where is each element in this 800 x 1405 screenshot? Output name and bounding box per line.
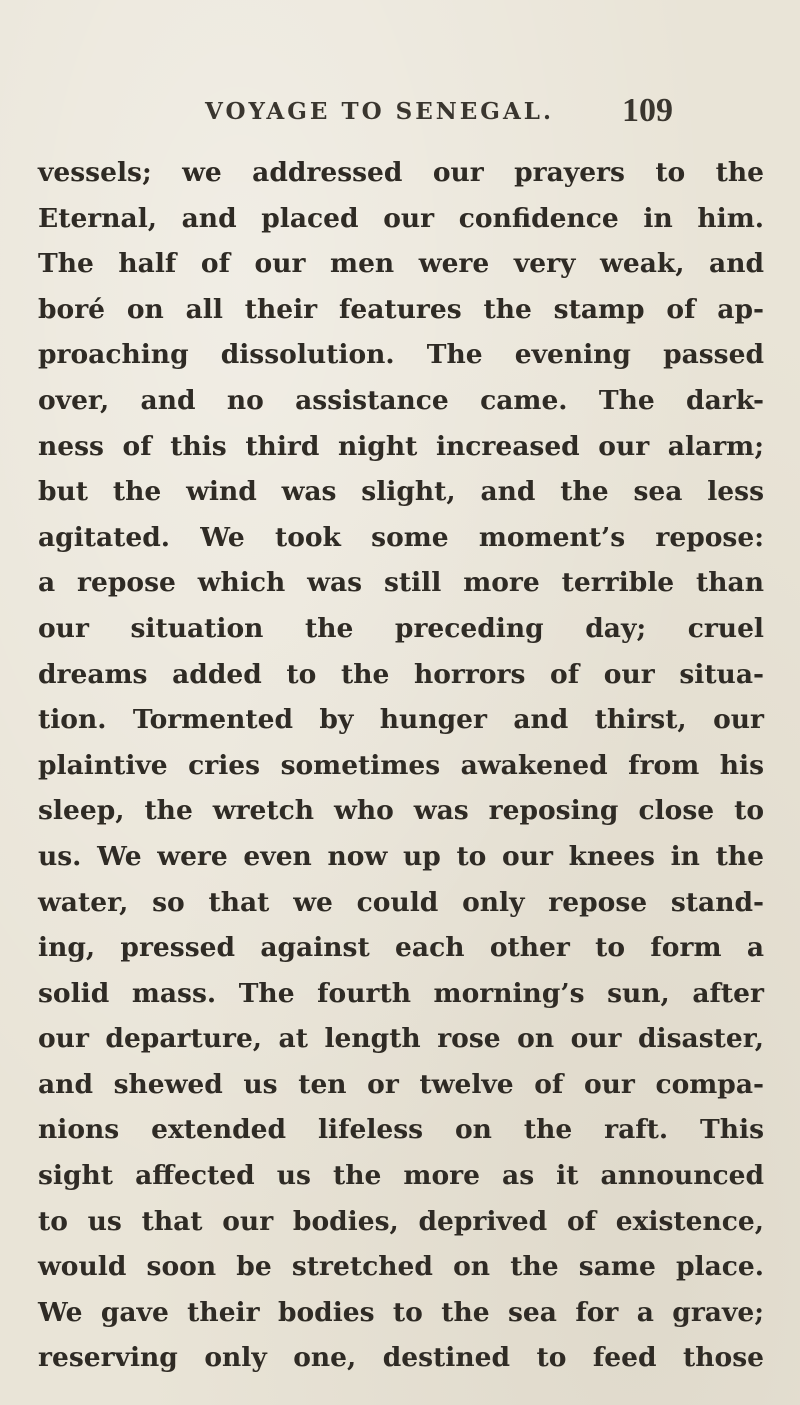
- body-text: [38, 150, 764, 1381]
- text-line: over, and no assistance came. The dark-: [38, 384, 764, 416]
- text-line: Eternal, and placed our confidence in him.: [38, 202, 764, 234]
- text-line: a repose which was still more terrible than: [38, 567, 764, 599]
- text-line: to us that our bodies, deprived of existence,: [38, 1205, 764, 1237]
- text-line: us. We were even now up to our knees in the: [38, 840, 764, 872]
- text-line: agitated. We took some moment’s repose:: [38, 521, 764, 553]
- text-line: solid mass. The fourth morning’s sun, after: [38, 977, 764, 1009]
- text-line: ness of this third night increased our alarm;: [38, 430, 764, 462]
- text-line: plaintive cries sometimes awakened from his: [38, 749, 764, 781]
- text-line: reserving only one, destined to feed those: [38, 1342, 764, 1374]
- running-head: [0, 92, 800, 136]
- text-line: would soon be stretched on the same place.: [38, 1251, 764, 1283]
- text-line: sleep, the wretch who was reposing close to: [38, 795, 764, 827]
- text-line: tion. Tormented by hunger and thirst, our: [38, 704, 764, 736]
- text-line: and shewed us ten or twelve of our compa-: [38, 1068, 764, 1100]
- text-line: water, so that we could only repose stand-: [38, 886, 764, 918]
- text-line: We gave their bodies to the sea for a grave;: [38, 1296, 764, 1328]
- running-head-title: VOYAGE TO SENEGAL.: [205, 98, 554, 125]
- text-line: nions extended lifeless on the raft. This: [38, 1114, 764, 1146]
- text-line: The half of our men were very weak, and: [38, 248, 764, 280]
- text-line: sight affected us the more as it announced: [38, 1160, 764, 1192]
- text-line: our situation the preceding day; cruel: [38, 612, 764, 644]
- text-line: dreams added to the horrors of our situa-: [38, 658, 764, 690]
- text-line: but the wind was slight, and the sea less: [38, 476, 764, 508]
- text-line: proaching dissolution. The evening passed: [38, 339, 764, 371]
- page-number: 109: [622, 92, 673, 129]
- text-line: boré on all their features the stamp of ap-: [38, 293, 764, 325]
- text-line: ing, pressed against each other to form a: [38, 932, 764, 964]
- text-line: our departure, at length rose on our disaster,: [38, 1023, 764, 1055]
- text-line: vessels; we addressed our prayers to the: [38, 157, 764, 188]
